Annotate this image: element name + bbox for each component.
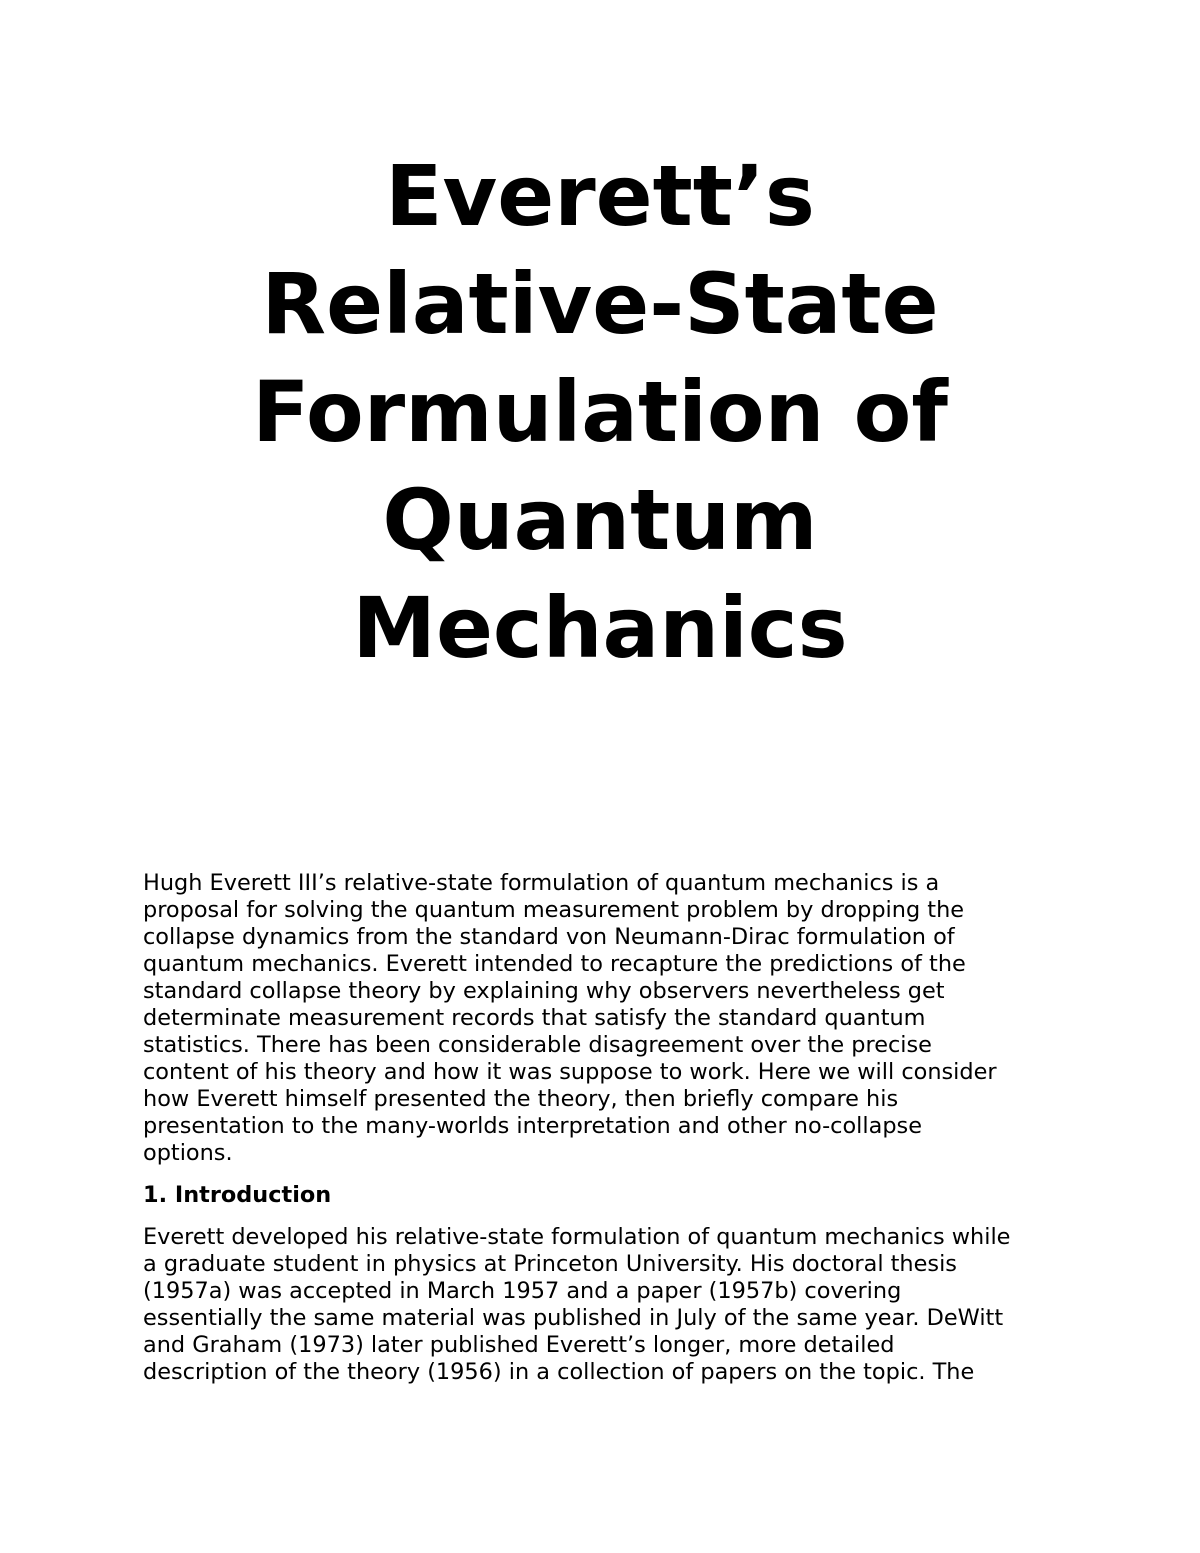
title-line: Quantum — [382, 471, 818, 569]
text-line: Hugh Everett III’s relative-state formulation of quantum mechanics is a — [143, 870, 940, 896]
title-line: Relative-State — [261, 255, 939, 353]
text-line: collapse dynamics from the standard von Neumann-Dirac formulation of — [143, 924, 955, 950]
text-line: proposal for solving the quantum measurement problem by dropping the — [143, 897, 965, 923]
text-line: content of his theory and how it was suppose to work. Here we will consider — [143, 1059, 997, 1085]
title-line: Formulation of — [252, 363, 948, 461]
text-line: statistics. There has been considerable disagreement over the precise — [143, 1032, 932, 1058]
title-line: Mechanics — [352, 579, 848, 677]
text-line: essentially the same material was published in July of the same year. DeWitt — [143, 1305, 1004, 1331]
text-line: and Graham (1973) later published Everett’s longer, more detailed — [143, 1332, 895, 1358]
text-line: how Everett himself presented the theory, then briefly compare his — [143, 1086, 899, 1112]
text-line: description of the theory (1956) in a collection of papers on the topic. The — [143, 1359, 975, 1385]
text-line: Everett developed his relative-state formulation of quantum mechanics while — [143, 1224, 1011, 1250]
abstract-paragraph — [143, 870, 1073, 1167]
text-line: (1957a) was accepted in March 1957 and a paper (1957b) covering — [143, 1278, 902, 1304]
document-title — [0, 142, 1200, 682]
text-line: quantum mechanics. Everett intended to recapture the predictions of the — [143, 951, 966, 977]
text-line: options. — [143, 1140, 233, 1166]
section-heading-introduction: 1. Introduction — [143, 1182, 332, 1208]
text-line: a graduate student in physics at Princeton University. His doctoral thesis — [143, 1251, 957, 1277]
text-line: standard collapse theory by explaining why observers nevertheless get — [143, 978, 945, 1004]
text-line: determinate measurement records that satisfy the standard quantum — [143, 1005, 926, 1031]
title-line: Everett’s — [385, 147, 815, 245]
text-line: presentation to the many-worlds interpretation and other no-collapse — [143, 1113, 922, 1139]
document-body — [143, 870, 1073, 1386]
introduction-paragraph — [143, 1224, 1073, 1386]
